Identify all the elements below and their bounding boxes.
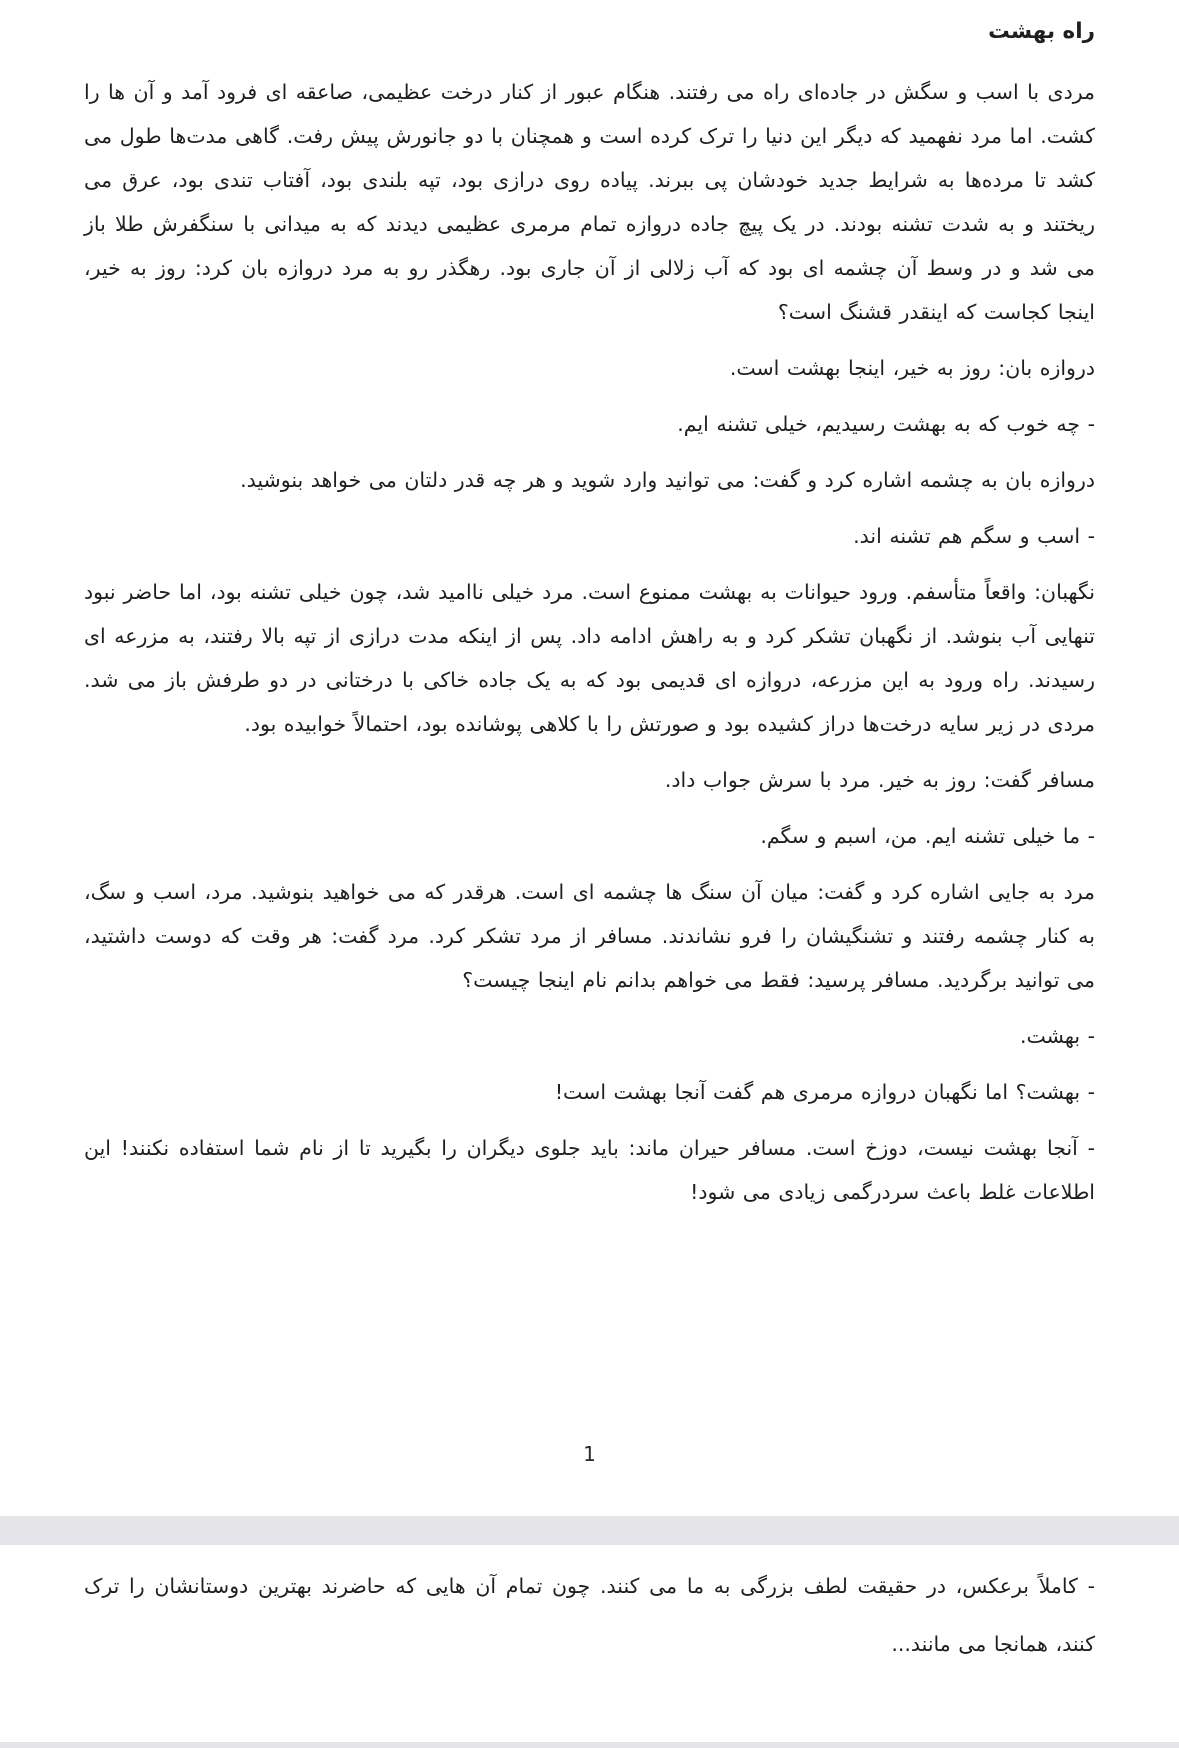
paragraph-story-intro: مردی با اسب و سگش در جاده‌ای راه می رفتند. هنگام عبور از کنار درخت عظیمی، صاعقه ای فرود آمد و آن ها را کشت. اما مرد نفهمید که دیگر این دنیا را ترک کرده است و همچنان با دو جانورش پیش رفت. گاهی مدت‌ها طول می کشد تا مرده‌ها به شرایط جدید خودشان پی ببرند. پیاده روی درازی بود، تپه بلندی بود، آفتاب تندی بود، عرق می ریختند و به شدت تشنه بودند. در یک پیچ جاده دروازه تمام مرمری عظیمی دیدند که به میدانی با سنگفرش طلا باز می شد و در وسط آن چشمه ای بود که آب زلالی از آن جاری بود. رهگذر رو به مرد دروازه بان کرد: روز به خیر، اینجا کجاست که اینقدر قشنگ است؟ bbox=[84, 80, 1095, 324]
page-2 bbox=[0, 1545, 1179, 1742]
page-separator bbox=[0, 1516, 1179, 1545]
next-page-separator-edge bbox=[0, 1742, 1179, 1748]
paragraph-dialog-heaven: - بهشت. bbox=[1019, 1024, 1095, 1048]
paragraph-dialog-heaven-question: - بهشت؟ اما نگهبان دروازه مرمری هم گفت آنجا بهشت است! bbox=[554, 1080, 1095, 1104]
paragraph-quite-the-contrary: - کاملاً برعکس، در حقیقت لطف بزرگی به ما می کنند. چون تمام آن هایی که حاضرند بهترین دوستانشان را ترک کنند، همانجا می مانند... bbox=[84, 1574, 1095, 1656]
paragraph-dialog-that-is-hell: - آنجا بهشت نیست، دوزخ است. مسافر حیران ماند: باید جلوی دیگران را بگیرید تا از نام شما استفاده نکنند! این اطلاعات غلط باعث سردرگمی زیادی می شود! bbox=[84, 1136, 1095, 1204]
paragraph-dialog-animals-thirsty: - اسب و سگم هم تشنه اند. bbox=[853, 524, 1095, 548]
paragraph-dialog-we-are-thirsty: - ما خیلی تشنه ایم. من، اسبم و سگم. bbox=[760, 824, 1095, 848]
page-number: 1 bbox=[583, 1442, 596, 1466]
paragraph-dialog-arrived: - چه خوب که به بهشت رسیدیم، خیلی تشنه ایم. bbox=[677, 412, 1095, 436]
paragraph-gatekeeper-greeting: دروازه بان: روز به خیر، اینجا بهشت است. bbox=[729, 356, 1095, 380]
paragraph-spring-among-rocks: مرد به جایی اشاره کرد و گفت: میان آن سنگ ها چشمه ای است. هرقدر که می خواهید بنوشید. مرد، اسب و سگ، به کنار چشمه رفتند و تشنگیشان را فرو نشاندند. مسافر از مرد تشکر کرد. مرد گفت: هر وقت که دوست داشتید، می توانید برگردید. مسافر پرسید: فقط می خواهم بدانم نام اینجا چیست؟ bbox=[84, 880, 1095, 992]
paragraph-traveler-greeting: مسافر گفت: روز به خیر. مرد با سرش جواب داد. bbox=[664, 768, 1095, 792]
paragraph-guard-refusal: نگهبان: واقعاً متأسفم. ورود حیوانات به بهشت ممنوع است. مرد خیلی ناامید شد، چون خیلی تشنه بود، اما حاضر نبود تنهایی آب بنوشد. از نگهبان تشکر کرد و به راهش ادامه داد. پس از اینکه مدت درازی از تپه بالا رفتند، به مزرعه ای رسیدند. راه ورود به این مزرعه، دروازه ای قدیمی بود که به یک جاده خاکی با درختانی در دو طرفش باز می شد. مردی در زیر سایه درخت‌ها دراز کشیده بود و صورتش را با کلاهی پوشانده بود، احتمالاً خوابیده بود. bbox=[84, 580, 1095, 736]
paragraph-gatekeeper-invite: دروازه بان به چشمه اشاره کرد و گفت: می توانید وارد شوید و هر چه قدر دلتان می خواهد بنوشید. bbox=[240, 468, 1095, 492]
document-title: راه بهشت bbox=[988, 19, 1095, 44]
